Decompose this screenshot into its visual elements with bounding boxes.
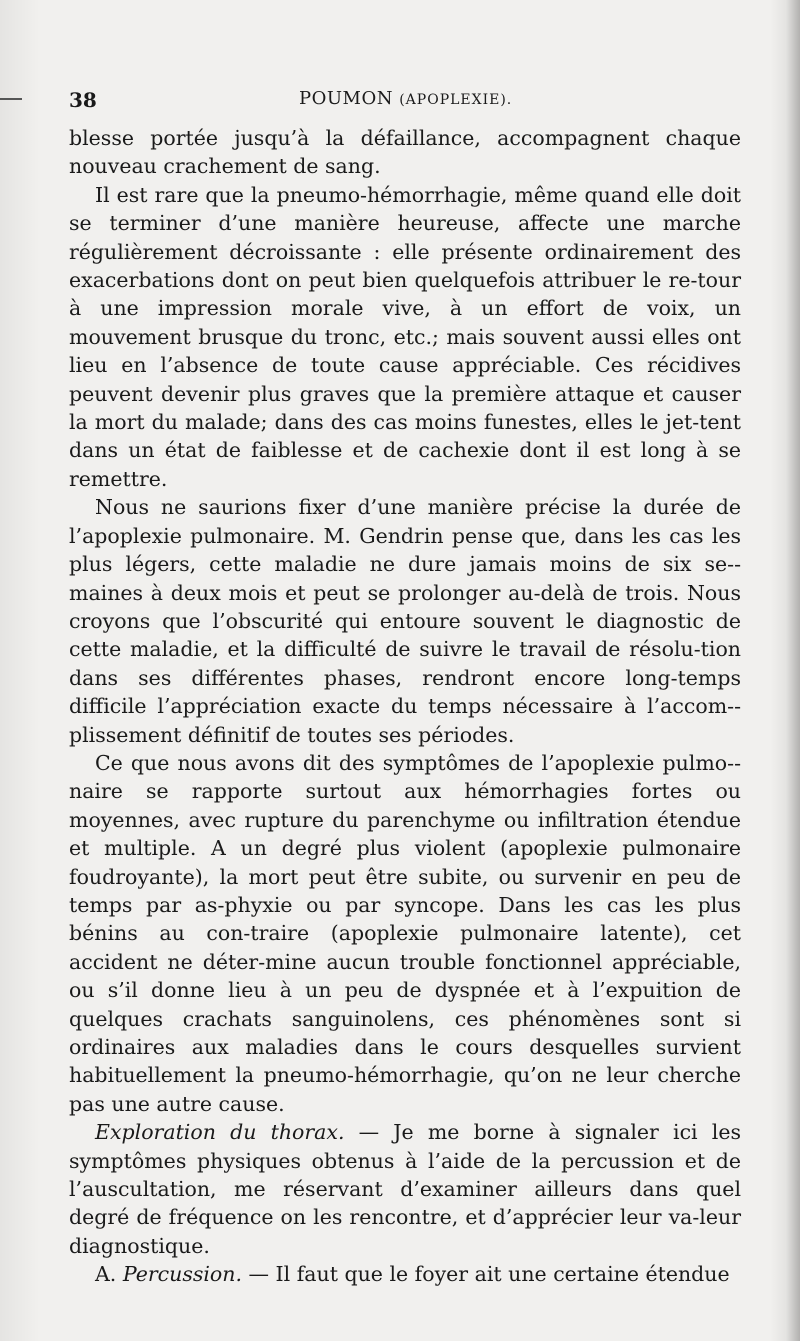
page-header [69,88,741,118]
paragraph-evolution: Il est rare que la pneumo-hémorrhagie, même quand elle doit se terminer d’une manière heureuse, affecte une marche régulièrement décroissante : elle présente ordinairement des exacerbations dont on peut bien quelquefois attribuer le re-tour à une impression morale vive, à un effort de voix, un mouvement brusque du tronc, etc.; mais souvent aussi elles ont lieu en l’absence de toute cause appréciable. Ces récidives peuvent devenir plus graves que la première attaque et causer la mort du malade; dans des cas moins funestes, elles le jet-tent dans un état de faiblesse et de cachexie dont il est long à se remettre. [69,182,741,491]
body-text [69,124,741,1289]
paragraph-exploration-text: — Je me borne à signaler ici les symptômes physiques obtenus à l’aide de la percussion et de l’auscultation, me réservant d’examiner ailleurs dans quel degré de fréquence on les rencontre, et d’apprécier leur va-leur diagnostique. [69,1120,741,1258]
page-number: 38 [69,88,97,112]
paragraph-forms: Ce que nous avons dit des symptômes de l’apoplexie pulmo-naire se rapporte surtout aux hémorrhagies fortes ou moyennes, avec rupture du parenchyme ou infiltration étendue et multiple. A un degré plus violent (apoplexie pulmonaire foudroyante), la mort peut être subite, ou survenir en peu de temps par as-phyxie ou par syncope. Dans les cas les plus bénins au con-traire (apoplexie pulmonaire latente), cet accident ne déter-mine aucun trouble fonctionnel appréciable, ou s’il donne lieu à un peu de dyspnée et à l’expuition de quelques crachats sanguinolens, ces phénomènes sont si ordinaires aux maladies dans le cours desquelles survient habituellement la pneumo-hémorrhagie, qu’on ne leur cherche pas une autre cause. [69,750,741,1116]
paragraph-percussion [69,1260,741,1288]
running-head [299,88,512,109]
paragraph-percussion-text: — Il faut que le foyer ait une certaine étendue [242,1262,730,1287]
margin-mark [0,98,22,100]
paragraph-continued: blesse portée jusqu’à la défaillance, accompagnent chaque nouveau crachement de sang. [69,126,741,179]
running-head-title: POUMON [299,88,393,109]
running-head-subtitle: (APOPLEXIE). [399,92,513,108]
section-prefix: A. [95,1262,123,1287]
section-heading-percussion: Percussion. [122,1262,242,1287]
section-heading-exploration: Exploration du thorax. [95,1120,345,1145]
paragraph-duration: Nous ne saurions fixer d’une manière précise la durée de l’apoplexie pulmonaire. M. Gendrin pense que, dans les cas les plus légers, cette maladie ne dure jamais moins de six se-maines à deux mois et peut se prolonger au-delà de trois. Nous croyons que l’obscurité qui entoure souvent le diagnostic de cette maladie, et la difficulté de suivre le travail de résolu-tion dans ses différentes phases, rendront encore long-temps difficile l’appréciation exacte du temps nécessaire à l’accom-plissement définitif de toutes ses périodes. [69,495,741,747]
page-edge-shadow [786,0,800,1341]
paragraph-exploration [69,1118,741,1260]
